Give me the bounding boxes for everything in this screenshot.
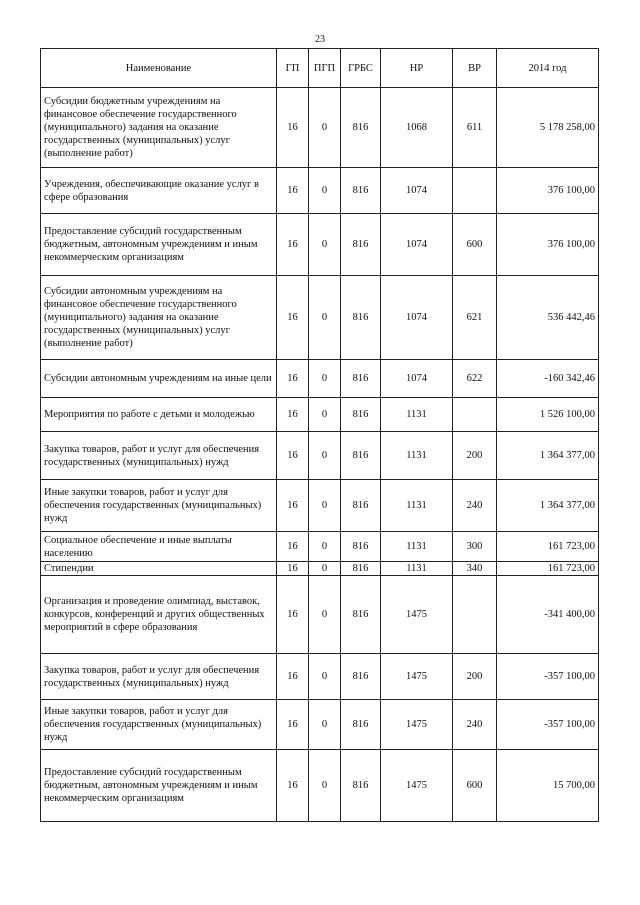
- cell-grbs: 816: [341, 576, 381, 654]
- cell-amount: -341 400,00: [497, 576, 599, 654]
- cell-grbs: 816: [341, 654, 381, 700]
- cell-gp: 16: [277, 214, 309, 276]
- cell-pgp: 0: [309, 562, 341, 576]
- cell-amount: -357 100,00: [497, 654, 599, 700]
- header-pgp: ПГП: [309, 49, 341, 88]
- cell-name: Закупка товаров, работ и услуг для обеспечения государственных (муниципальных) нужд: [41, 432, 277, 480]
- cell-gp: 16: [277, 432, 309, 480]
- cell-name: Субсидии автономным учреждениям на иные цели: [41, 360, 277, 398]
- cell-gp: 16: [277, 360, 309, 398]
- cell-gp: 16: [277, 576, 309, 654]
- cell-pgp: 0: [309, 88, 341, 168]
- cell-gp: 16: [277, 276, 309, 360]
- budget-table: [40, 48, 599, 822]
- cell-grbs: 816: [341, 480, 381, 532]
- cell-nr: 1475: [381, 576, 453, 654]
- cell-vr: 600: [453, 750, 497, 822]
- table-row: [41, 398, 599, 432]
- cell-amount: 376 100,00: [497, 214, 599, 276]
- table-row: [41, 750, 599, 822]
- cell-pgp: 0: [309, 576, 341, 654]
- cell-gp: 16: [277, 168, 309, 214]
- header-grbs: ГРБС: [341, 49, 381, 88]
- cell-pgp: 0: [309, 480, 341, 532]
- header-name: Наименование: [41, 49, 277, 88]
- cell-vr: 240: [453, 480, 497, 532]
- table-header: [41, 49, 599, 88]
- table-row: [41, 532, 599, 562]
- cell-pgp: 0: [309, 398, 341, 432]
- cell-amount: -357 100,00: [497, 700, 599, 750]
- cell-vr: [453, 168, 497, 214]
- cell-vr: 240: [453, 700, 497, 750]
- cell-name: Закупка товаров, работ и услуг для обеспечения государственных (муниципальных) нужд: [41, 654, 277, 700]
- cell-grbs: 816: [341, 398, 381, 432]
- cell-pgp: 0: [309, 214, 341, 276]
- page-number: 23: [315, 34, 325, 45]
- cell-nr: 1131: [381, 480, 453, 532]
- cell-name: Мероприятия по работе с детьми и молодежью: [41, 398, 277, 432]
- cell-grbs: 816: [341, 88, 381, 168]
- cell-vr: 200: [453, 654, 497, 700]
- cell-name: Иные закупки товаров, работ и услуг для обеспечения государственных (муниципальных) нужд: [41, 480, 277, 532]
- cell-vr: 340: [453, 562, 497, 576]
- cell-gp: 16: [277, 562, 309, 576]
- header-row: [41, 49, 599, 88]
- cell-pgp: 0: [309, 532, 341, 562]
- table-row: [41, 214, 599, 276]
- cell-grbs: 816: [341, 532, 381, 562]
- cell-amount: 161 723,00: [497, 562, 599, 576]
- cell-grbs: 816: [341, 360, 381, 398]
- cell-gp: 16: [277, 654, 309, 700]
- cell-vr: [453, 398, 497, 432]
- cell-pgp: 0: [309, 654, 341, 700]
- cell-gp: 16: [277, 532, 309, 562]
- cell-pgp: 0: [309, 276, 341, 360]
- cell-vr: 600: [453, 214, 497, 276]
- cell-amount: 1 364 377,00: [497, 432, 599, 480]
- cell-amount: 161 723,00: [497, 532, 599, 562]
- cell-grbs: 816: [341, 432, 381, 480]
- cell-nr: 1074: [381, 276, 453, 360]
- table-row: [41, 562, 599, 576]
- table-row: [41, 576, 599, 654]
- table-row: [41, 360, 599, 398]
- cell-pgp: 0: [309, 432, 341, 480]
- cell-name: Организация и проведение олимпиад, выставок, конкурсов, конференций и других общественных мероприятий в сфере образования: [41, 576, 277, 654]
- cell-nr: 1475: [381, 654, 453, 700]
- cell-name: Субсидии бюджетным учреждениям на финансовое обеспечение государственного (муниципального) задания на оказание государственных (муниципальных) услуг (выполнение работ): [41, 88, 277, 168]
- cell-gp: 16: [277, 750, 309, 822]
- cell-grbs: 816: [341, 750, 381, 822]
- cell-nr: 1068: [381, 88, 453, 168]
- cell-pgp: 0: [309, 750, 341, 822]
- cell-pgp: 0: [309, 168, 341, 214]
- cell-pgp: 0: [309, 360, 341, 398]
- cell-gp: 16: [277, 398, 309, 432]
- cell-grbs: 816: [341, 276, 381, 360]
- table-row: [41, 276, 599, 360]
- cell-nr: 1475: [381, 750, 453, 822]
- cell-amount: 376 100,00: [497, 168, 599, 214]
- table-row: [41, 700, 599, 750]
- cell-name: Предоставление субсидий государственным бюджетным, автономным учреждениям и иным некоммерческим организациям: [41, 750, 277, 822]
- header-vr: ВР: [453, 49, 497, 88]
- cell-name: Социальное обеспечение и иные выплаты населению: [41, 532, 277, 562]
- cell-nr: 1131: [381, 432, 453, 480]
- table-row: [41, 432, 599, 480]
- cell-amount: 536 442,46: [497, 276, 599, 360]
- cell-nr: 1074: [381, 168, 453, 214]
- cell-gp: 16: [277, 88, 309, 168]
- header-year-2014: 2014 год: [497, 49, 599, 88]
- header-gp: ГП: [277, 49, 309, 88]
- cell-amount: 1 526 100,00: [497, 398, 599, 432]
- header-nr: НР: [381, 49, 453, 88]
- cell-nr: 1475: [381, 700, 453, 750]
- cell-grbs: 816: [341, 168, 381, 214]
- cell-nr: 1131: [381, 398, 453, 432]
- cell-amount: 5 178 258,00: [497, 88, 599, 168]
- cell-nr: 1131: [381, 532, 453, 562]
- cell-name: Предоставление субсидий государственным бюджетным, автономным учреждениям и иным некоммерческим организациям: [41, 214, 277, 276]
- cell-name: Субсидии автономным учреждениям на финансовое обеспечение государственного (муниципального) задания на оказание государственных (муниципальных) услуг (выполнение работ): [41, 276, 277, 360]
- cell-grbs: 816: [341, 562, 381, 576]
- table-row: [41, 480, 599, 532]
- cell-vr: 621: [453, 276, 497, 360]
- cell-vr: 611: [453, 88, 497, 168]
- cell-name: Иные закупки товаров, работ и услуг для обеспечения государственных (муниципальных) нужд: [41, 700, 277, 750]
- table-row: [41, 168, 599, 214]
- cell-amount: 15 700,00: [497, 750, 599, 822]
- cell-vr: 200: [453, 432, 497, 480]
- cell-vr: 300: [453, 532, 497, 562]
- cell-grbs: 816: [341, 700, 381, 750]
- cell-grbs: 816: [341, 214, 381, 276]
- cell-nr: 1131: [381, 562, 453, 576]
- cell-gp: 16: [277, 700, 309, 750]
- table-row: [41, 88, 599, 168]
- cell-name: Учреждения, обеспечивающие оказание услуг в сфере образования: [41, 168, 277, 214]
- cell-gp: 16: [277, 480, 309, 532]
- table-row: [41, 654, 599, 700]
- cell-nr: 1074: [381, 360, 453, 398]
- cell-vr: [453, 576, 497, 654]
- cell-name: Стипендии: [41, 562, 277, 576]
- cell-vr: 622: [453, 360, 497, 398]
- cell-pgp: 0: [309, 700, 341, 750]
- cell-nr: 1074: [381, 214, 453, 276]
- cell-amount: -160 342,46: [497, 360, 599, 398]
- cell-amount: 1 364 377,00: [497, 480, 599, 532]
- table-body: [41, 88, 599, 822]
